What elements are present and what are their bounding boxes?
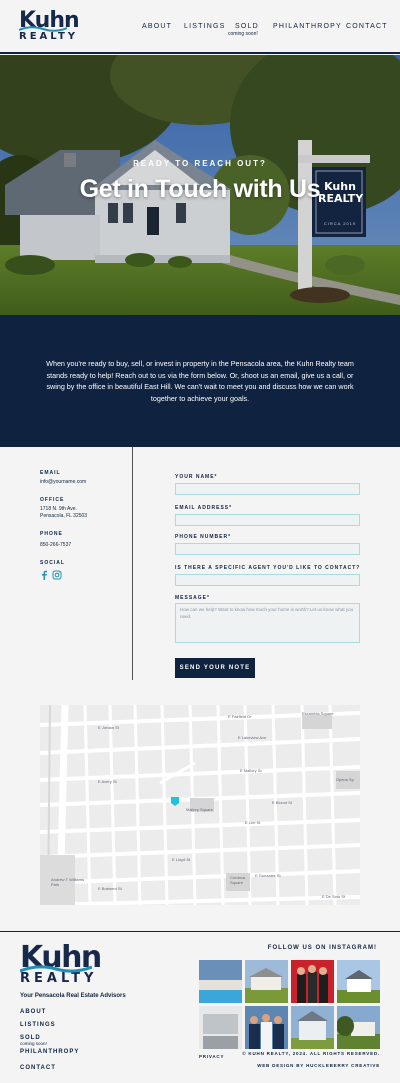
logo-wordmark: Kuhn bbox=[19, 8, 79, 33]
footer-logo[interactable] bbox=[20, 940, 101, 986]
instagram-photo[interactable] bbox=[337, 1006, 380, 1049]
instagram-photo[interactable] bbox=[199, 1006, 242, 1049]
footer-logo-wordmark: Kuhn bbox=[20, 940, 101, 975]
map-label: Cordova Square bbox=[230, 875, 246, 885]
page-title: Get in Touch with Us bbox=[79, 175, 321, 203]
email-link[interactable]: info@yourname.com bbox=[40, 479, 87, 485]
map-label: E Lloyd St bbox=[172, 857, 191, 862]
logo-wave-icon bbox=[19, 25, 67, 33]
instagram-photo[interactable] bbox=[291, 960, 334, 1003]
privacy-link[interactable]: PRIVACY bbox=[199, 1054, 225, 1059]
map-label: E Brainerd St bbox=[98, 886, 122, 891]
name-input[interactable] bbox=[175, 483, 360, 495]
map-label: Opens Sp bbox=[336, 777, 354, 782]
phone-input[interactable] bbox=[175, 543, 360, 555]
yard-sign-text: Kuhn REALTY bbox=[318, 180, 364, 205]
nav-sold[interactable]: SOLD bbox=[235, 23, 259, 30]
map-label: E Fairfield Dr bbox=[228, 714, 252, 719]
map-label: E Avery St bbox=[98, 779, 117, 784]
contact-info bbox=[40, 470, 130, 580]
phone-link[interactable]: 850-266-7537 bbox=[40, 542, 72, 548]
social-label: SOCIAL bbox=[40, 560, 65, 566]
map-label: Mallory Square bbox=[186, 807, 213, 812]
map-label: E Lakeview Ave bbox=[238, 735, 267, 740]
nav-sold-subtext: coming soon! bbox=[228, 31, 258, 37]
footer-logo-subtext: REALTY bbox=[20, 971, 98, 986]
footer-nav-listings[interactable]: LISTINGS bbox=[20, 1022, 56, 1028]
message-textarea[interactable]: How can we help? Want to know how much your home is worth? Let us know what you need. bbox=[175, 603, 360, 643]
map-label: E Jordan St bbox=[98, 725, 119, 730]
yard-sign-subtext: CIRCA 2019 bbox=[323, 221, 357, 226]
instagram-photo[interactable] bbox=[245, 1006, 288, 1049]
message-label: MESSAGE* bbox=[175, 595, 210, 601]
logo[interactable] bbox=[19, 10, 79, 42]
office-address-line2: Pensacola, FL 32503 bbox=[40, 513, 88, 519]
intro-text: When you're ready to buy, sell, or invest in property in the Pensacola area, the Kuhn Realty team stands ready to help! Reach out to us via the form below. Or, shoot us an email, give us a call, or swing by the office in beautiful East Hill. We can't wait to meet you and discuss how we can work together to achieve your goals. bbox=[46, 359, 354, 403]
name-label: YOUR NAME* bbox=[175, 474, 218, 480]
facebook-icon[interactable] bbox=[40, 570, 48, 580]
instagram-photo[interactable] bbox=[337, 960, 380, 1003]
nav-listings[interactable]: LISTINGS bbox=[184, 23, 226, 30]
instagram-photo[interactable] bbox=[291, 1006, 334, 1049]
map-label: Escambia Square bbox=[302, 711, 334, 716]
office-address-line1: 1718 N. 9th Ave. bbox=[40, 506, 77, 512]
footer-nav-sold-subtext: coming soon! bbox=[20, 1041, 47, 1046]
instagram-grid bbox=[199, 960, 380, 1049]
footer-nav-about[interactable]: ABOUT bbox=[20, 1009, 47, 1015]
office-label: OFFICE bbox=[40, 497, 65, 503]
nav-about[interactable]: ABOUT bbox=[142, 23, 173, 30]
send-note-button[interactable]: SEND YOUR NOTE bbox=[175, 658, 255, 678]
instagram-photo[interactable] bbox=[199, 960, 242, 1003]
map-label: E Blount St bbox=[272, 800, 293, 805]
street-map bbox=[40, 705, 360, 905]
nav-philanthropy[interactable]: PHILANTHROPY bbox=[273, 23, 342, 30]
social-links bbox=[40, 570, 130, 580]
web-design-credit[interactable]: WEB DESIGN BY HUCKLEBERRY CREATIVE bbox=[257, 1063, 380, 1068]
office-map[interactable] bbox=[40, 705, 360, 905]
logo-subtext: REALTY bbox=[19, 31, 79, 42]
instagram-heading: FOLLOW US ON INSTAGRAM! bbox=[267, 945, 377, 951]
email-address-label: EMAIL ADDRESS* bbox=[175, 505, 233, 511]
map-label: E Mallory St bbox=[240, 768, 262, 773]
map-label: E Lee St bbox=[245, 820, 261, 825]
email-input[interactable] bbox=[175, 514, 360, 526]
instagram-photo[interactable] bbox=[245, 960, 288, 1003]
footer-tagline: Your Pensacola Real Estate Advisors bbox=[20, 993, 126, 999]
hero-banner bbox=[0, 55, 400, 315]
footer-nav-sold[interactable]: SOLD bbox=[20, 1035, 41, 1041]
site-footer bbox=[0, 931, 400, 1083]
hero-eyebrow: READY TO REACH OUT? bbox=[133, 159, 267, 168]
copyright-text: © KUHN REALTY, 2024. ALL RIGHTS RESERVED. bbox=[242, 1051, 380, 1056]
footer-logo-wave-icon bbox=[20, 964, 92, 974]
instagram-icon[interactable] bbox=[52, 570, 62, 580]
footer-nav-philanthropy[interactable]: PHILANTHROPY bbox=[20, 1049, 80, 1055]
phone-label: PHONE bbox=[40, 531, 63, 537]
map-label: E De Soto St bbox=[322, 894, 346, 899]
intro-section bbox=[0, 315, 400, 447]
footer-nav-contact[interactable]: CONTACT bbox=[20, 1065, 56, 1071]
agent-input[interactable] bbox=[175, 574, 360, 586]
map-label: E Gonzalez St bbox=[255, 873, 281, 878]
phone-number-label: PHONE NUMBER* bbox=[175, 534, 232, 540]
agent-label: IS THERE A SPECIFIC AGENT YOU'D LIKE TO CONTACT? bbox=[175, 565, 361, 571]
site-header bbox=[0, 0, 400, 54]
column-divider bbox=[132, 447, 133, 680]
map-label: Andrew T Williams Park bbox=[51, 877, 84, 887]
nav-contact[interactable]: CONTACT bbox=[346, 23, 388, 30]
email-label: EMAIL bbox=[40, 470, 61, 476]
